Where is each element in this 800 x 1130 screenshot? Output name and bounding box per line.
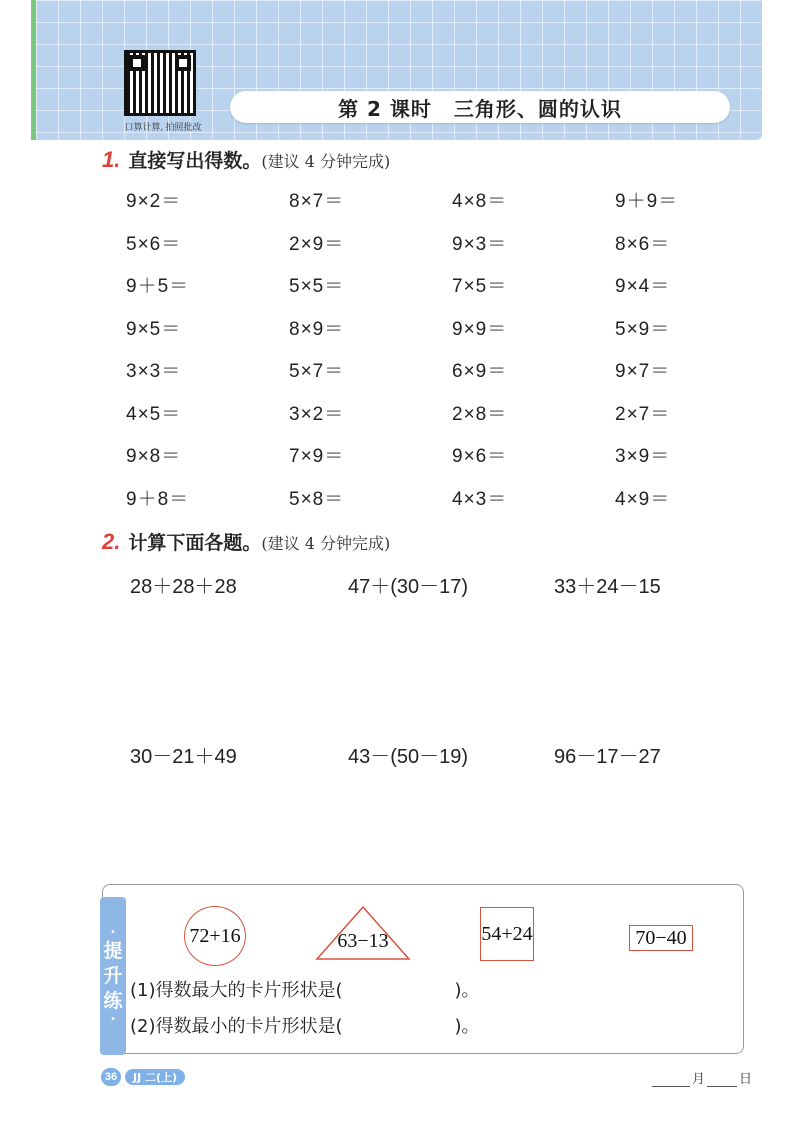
oral-problem: 8×7＝ [289,191,345,212]
section-2-title: 计算下面各题。 [128,532,262,554]
tab-char: 升 [103,964,123,987]
oral-problem: 4×8＝ [452,191,508,212]
question-2-close: )。 [454,1016,480,1037]
qr-caption: 口算计算, 拍照批改 [124,122,202,132]
section-1-number: 1. [102,147,121,172]
day-label: 日 [739,1072,753,1087]
oral-problem: 8×6＝ [615,233,671,255]
calc-problem: 43－(50－19) [348,746,469,768]
oral-problem: 2×8＝ [452,403,508,425]
calc-problem: 33＋24－15 [554,576,661,598]
oral-problem: 5×8＝ [289,488,345,510]
oral-problem: 9×9＝ [452,318,508,340]
oral-problem: 8×9＝ [289,318,345,340]
edition-badge: JJ 二(上) [125,1069,185,1085]
page-number-badge: 36 [101,1068,121,1086]
oral-problem: 2×7＝ [615,403,671,425]
oral-problem: 9×4＝ [615,276,671,297]
month-blank[interactable] [652,1086,690,1087]
rectangle-card [629,925,693,951]
oral-problem: 9×3＝ [452,233,508,255]
question-1 [130,976,480,1002]
qr-code-icon[interactable] [124,50,196,116]
calc-problem: 47＋(30－17) [348,576,469,598]
footer-left [101,1068,185,1086]
section-1-heading [102,146,390,173]
oral-problem: 4×9＝ [615,488,671,510]
section-2-number: 2. [102,529,121,554]
oral-problem: 6×9＝ [452,361,508,382]
question-1-close: )。 [454,980,480,1001]
oral-problem: 9×8＝ [126,446,182,467]
oral-problem: 4×3＝ [452,488,508,510]
calc-problem: 96－17－27 [554,746,661,768]
oral-problem: 5×9＝ [615,318,671,340]
oral-problem: 5×6＝ [126,233,182,255]
oral-problem: 5×5＝ [289,276,345,297]
oral-problem: 2×9＝ [289,233,345,255]
oral-problem: 9×2＝ [126,191,182,212]
section-1-title: 直接写出得数。 [128,150,262,172]
oral-problem: 9＋8＝ [126,488,190,510]
square-card-label: 54+24 [481,922,533,945]
section-2-heading [102,528,390,555]
oral-problem: 3×3＝ [126,361,182,382]
calc-problem: 30－21＋49 [130,746,237,768]
calc-problem: 28＋28＋28 [130,576,237,598]
lesson-number: 第 2 课时 [338,96,432,121]
oral-problem: 5×7＝ [289,361,345,382]
section-2-hint: (建议 4 分钟完成) [261,534,391,553]
oral-problem: 9×7＝ [615,361,671,382]
oral-problem: 9×5＝ [126,318,182,340]
question-2 [130,1012,480,1038]
calc-row-2 [130,740,750,769]
section-1-hint: (建议 4 分钟完成) [261,152,391,171]
rectangle-card-label: 70−40 [635,926,687,949]
square-card [480,907,534,961]
oral-calc-grid [126,186,766,526]
oral-problem: 3×9＝ [615,446,671,467]
oral-problem: 9×6＝ [452,446,508,467]
date-fields [650,1068,752,1087]
lesson-title: 三角形、圆的认识 [453,96,622,121]
oral-problem: 9＋9＝ [615,191,679,212]
day-blank[interactable] [707,1086,737,1087]
question-1-text: (1)得数最大的卡片形状是( [130,980,343,1001]
tab-dot: • [111,926,115,938]
calc-row-1 [130,570,750,599]
tab-char: 练 [103,989,123,1012]
page-title [230,91,730,123]
tab-char: 提 [103,939,123,962]
circle-card-label: 72+16 [189,924,241,947]
month-label: 月 [692,1072,706,1087]
improve-tab [100,897,126,1055]
oral-problem: 3×2＝ [289,403,345,425]
oral-problem: 4×5＝ [126,403,182,425]
oral-problem: 7×5＝ [452,276,508,297]
question-2-text: (2)得数最小的卡片形状是( [130,1016,343,1037]
tab-dot: • [111,1013,115,1025]
oral-problem: 7×9＝ [289,446,345,467]
circle-card [184,906,246,966]
oral-problem: 9＋5＝ [126,276,190,297]
triangle-card-label: 63−13 [337,930,389,952]
